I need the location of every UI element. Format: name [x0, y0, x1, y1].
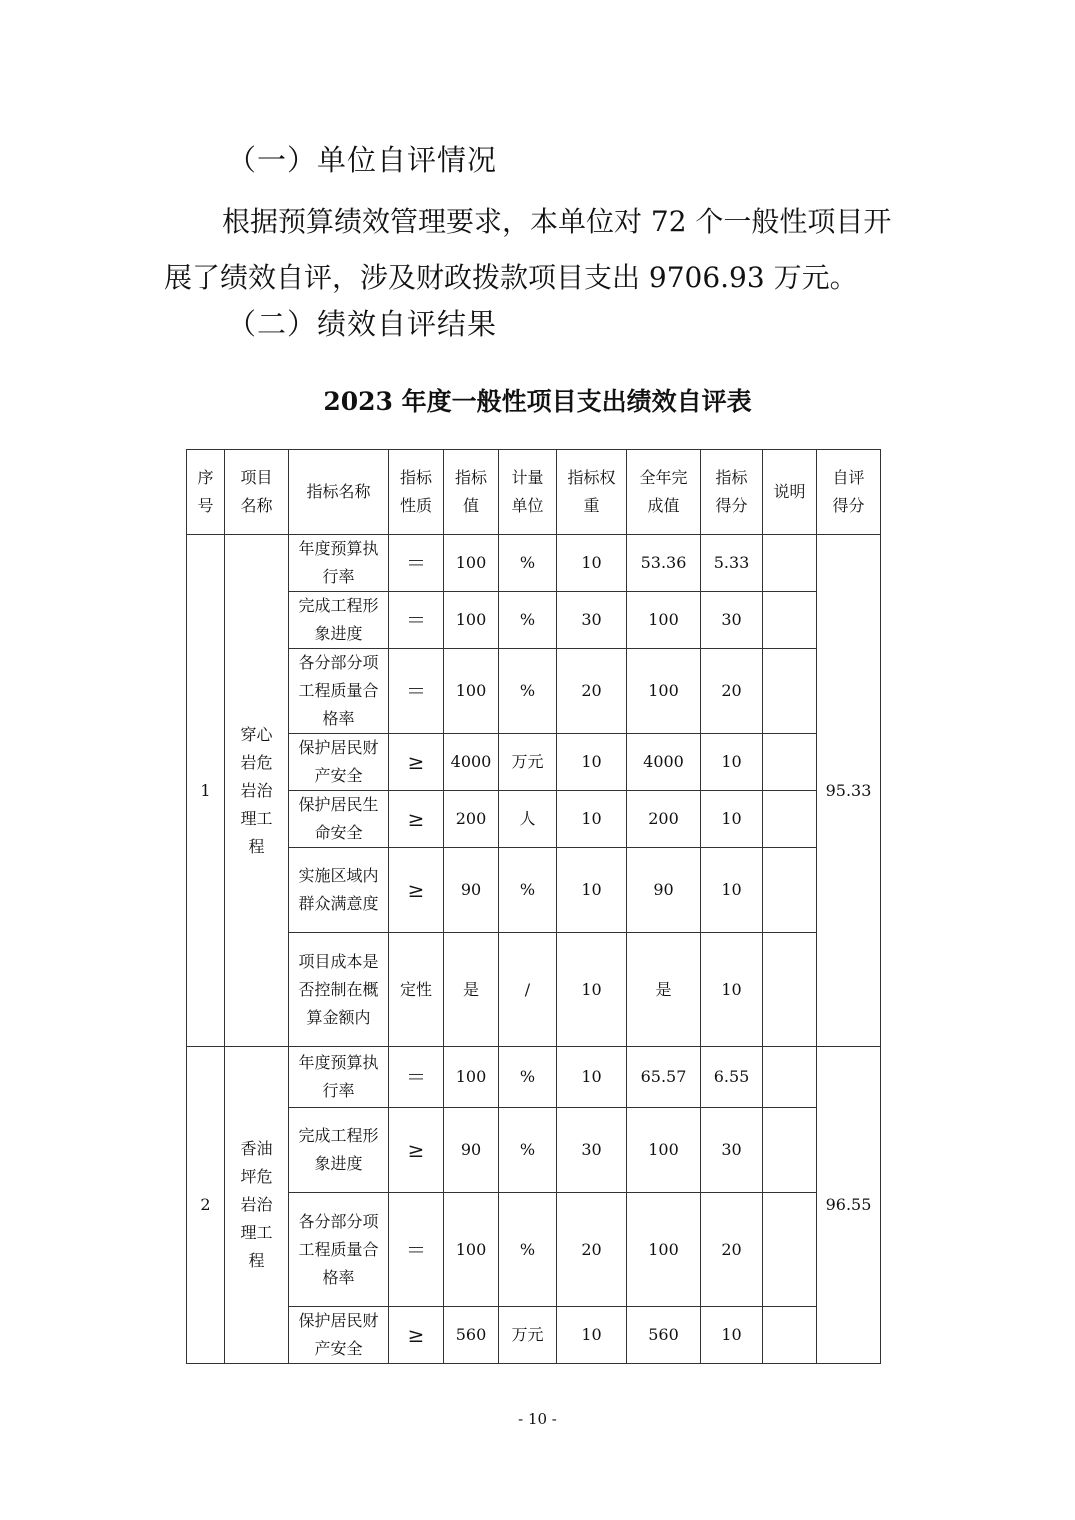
cell-note: [763, 848, 817, 933]
table-title: 2023 年度一般性项目支出绩效自评表: [323, 387, 752, 416]
cell-unit: %: [499, 1108, 557, 1193]
section-heading-result: （二）绩效自评结果: [227, 307, 498, 341]
cell-indicator: 保护居民财 产安全: [289, 734, 389, 791]
project-seq: 2: [187, 1047, 225, 1364]
cell-nature: ≥: [389, 791, 444, 848]
table-header-row: [187, 450, 881, 535]
cell-actual: 53.36: [627, 535, 701, 592]
cell-score: 30: [701, 1108, 763, 1193]
cell-nature: ≥: [389, 734, 444, 791]
table-row: [187, 1047, 881, 1108]
intro-paragraph: [164, 194, 904, 306]
cell-nature: ≥: [389, 1108, 444, 1193]
header-target: 指标 值: [444, 450, 499, 535]
cell-target: 100: [444, 592, 499, 649]
cell-indicator: 项目成本是 否控制在概 算金额内: [289, 933, 389, 1047]
header-note: 说明: [763, 450, 817, 535]
cell-weight: 10: [557, 848, 627, 933]
cell-weight: 20: [557, 1193, 627, 1307]
cell-target: 4000: [444, 734, 499, 791]
header-nature: 指标 性质: [389, 450, 444, 535]
cell-unit: 人: [499, 791, 557, 848]
table-row: [187, 791, 881, 848]
cell-actual: 200: [627, 791, 701, 848]
table-row: [187, 848, 881, 933]
cell-note: [763, 791, 817, 848]
cell-score: 20: [701, 649, 763, 734]
cell-nature: ＝: [389, 535, 444, 592]
cell-unit: %: [499, 649, 557, 734]
cell-unit: %: [499, 592, 557, 649]
table-row: [187, 1307, 881, 1364]
cell-target: 90: [444, 848, 499, 933]
header-weight: 指标权 重: [557, 450, 627, 535]
cell-indicator: 各分部分项 工程质量合 格率: [289, 1193, 389, 1307]
cell-actual: 100: [627, 649, 701, 734]
cell-unit: %: [499, 535, 557, 592]
table-row: [187, 1193, 881, 1307]
performance-table: [186, 449, 881, 1364]
table-row: [187, 933, 881, 1047]
cell-target: 100: [444, 535, 499, 592]
project-self-score: 95.33: [817, 535, 881, 1047]
cell-actual: 100: [627, 592, 701, 649]
cell-weight: 10: [557, 791, 627, 848]
cell-target: 100: [444, 649, 499, 734]
cell-nature: 定性: [389, 933, 444, 1047]
header-self-score: 自评 得分: [817, 450, 881, 535]
header-project: 项目 名称: [225, 450, 289, 535]
cell-score: 10: [701, 933, 763, 1047]
cell-unit: /: [499, 933, 557, 1047]
header-seq: 序 号: [187, 450, 225, 535]
cell-note: [763, 734, 817, 791]
cell-actual: 65.57: [627, 1047, 701, 1108]
cell-score: 20: [701, 1193, 763, 1307]
table-row: [187, 592, 881, 649]
project-self-score: 96.55: [817, 1047, 881, 1364]
cell-note: [763, 535, 817, 592]
cell-weight: 10: [557, 734, 627, 791]
cell-note: [763, 649, 817, 734]
cell-note: [763, 1108, 817, 1193]
cell-actual: 是: [627, 933, 701, 1047]
cell-actual: 90: [627, 848, 701, 933]
cell-weight: 20: [557, 649, 627, 734]
cell-indicator: 保护居民财 产安全: [289, 1307, 389, 1364]
cell-note: [763, 1307, 817, 1364]
project-name: 香油 坪危 岩治 理工 程: [225, 1047, 289, 1364]
cell-indicator: 完成工程形 象进度: [289, 592, 389, 649]
cell-actual: 100: [627, 1108, 701, 1193]
cell-indicator: 各分部分项 工程质量合 格率: [289, 649, 389, 734]
cell-note: [763, 592, 817, 649]
table-row: [187, 734, 881, 791]
cell-indicator: 保护居民生 命安全: [289, 791, 389, 848]
cell-score: 30: [701, 592, 763, 649]
cell-score: 10: [701, 1307, 763, 1364]
cell-target: 200: [444, 791, 499, 848]
cell-weight: 10: [557, 1047, 627, 1108]
cell-unit: 万元: [499, 1307, 557, 1364]
header-indicator: 指标名称: [289, 450, 389, 535]
section-heading-unit: （一）单位自评情况: [227, 143, 498, 177]
cell-indicator: 年度预算执 行率: [289, 1047, 389, 1108]
cell-nature: ＝: [389, 649, 444, 734]
cell-indicator: 年度预算执 行率: [289, 535, 389, 592]
table-row: [187, 1108, 881, 1193]
cell-target: 100: [444, 1047, 499, 1108]
cell-actual: 100: [627, 1193, 701, 1307]
cell-weight: 10: [557, 933, 627, 1047]
project-name: 穿心 岩危 岩治 理工 程: [225, 535, 289, 1047]
cell-nature: ≥: [389, 1307, 444, 1364]
cell-note: [763, 1193, 817, 1307]
cell-actual: 4000: [627, 734, 701, 791]
cell-target: 90: [444, 1108, 499, 1193]
cell-score: 10: [701, 848, 763, 933]
cell-indicator: 实施区域内 群众满意度: [289, 848, 389, 933]
cell-score: 6.55: [701, 1047, 763, 1108]
cell-indicator: 完成工程形 象进度: [289, 1108, 389, 1193]
cell-nature: ＝: [389, 1047, 444, 1108]
cell-score: 5.33: [701, 535, 763, 592]
cell-target: 是: [444, 933, 499, 1047]
cell-note: [763, 933, 817, 1047]
cell-unit: %: [499, 1193, 557, 1307]
project-seq: 1: [187, 535, 225, 1047]
cell-weight: 10: [557, 535, 627, 592]
header-score: 指标 得分: [701, 450, 763, 535]
cell-unit: 万元: [499, 734, 557, 791]
cell-nature: ≥: [389, 848, 444, 933]
cell-note: [763, 1047, 817, 1108]
cell-score: 10: [701, 734, 763, 791]
header-actual: 全年完 成值: [627, 450, 701, 535]
cell-unit: %: [499, 848, 557, 933]
table-row: [187, 535, 881, 592]
table-row: [187, 649, 881, 734]
cell-target: 100: [444, 1193, 499, 1307]
paragraph-line-1: 根据预算绩效管理要求，本单位对 72 个一般性项目开: [222, 205, 892, 238]
paragraph-line-2: 展了绩效自评，涉及财政拨款项目支出 9706.93 万元。: [164, 261, 858, 294]
cell-actual: 560: [627, 1307, 701, 1364]
page-number: - 10 -: [518, 1410, 557, 1428]
cell-unit: %: [499, 1047, 557, 1108]
cell-nature: ＝: [389, 592, 444, 649]
cell-weight: 30: [557, 1108, 627, 1193]
cell-score: 10: [701, 791, 763, 848]
cell-weight: 10: [557, 1307, 627, 1364]
header-unit: 计量 单位: [499, 450, 557, 535]
cell-nature: ＝: [389, 1193, 444, 1307]
cell-weight: 30: [557, 592, 627, 649]
cell-target: 560: [444, 1307, 499, 1364]
